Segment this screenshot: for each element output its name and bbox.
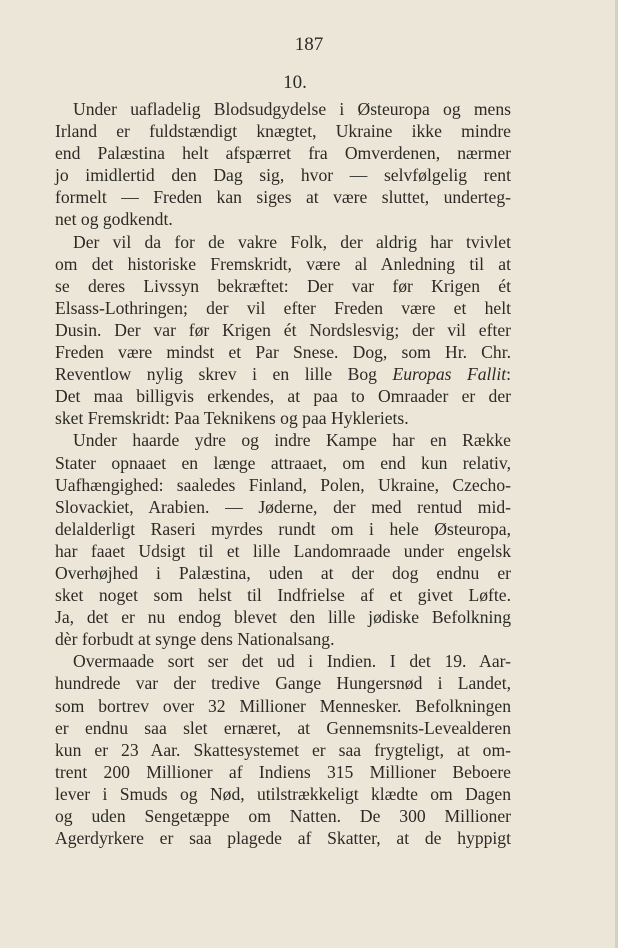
body-text [55, 98, 511, 849]
text-line: Stater opnaaet en længe attraaet, om end kun relativ, [55, 452, 511, 473]
text-line: og uden Sengetæppe om Natten. De 300 Millioner [55, 806, 511, 826]
text-line: Under uafladelig Blodsudgydelse i Østeuropa og mens [73, 99, 511, 119]
text-line: end Palæstina helt afspærret fra Omverdenen, nærmer [55, 143, 511, 164]
text-line: trent 200 Millioner af Indiens 315 Millioner Beboere [55, 761, 511, 782]
text-line: Uafhængighed: saaledes Finland, Polen, Ukraine, Czecho- [55, 474, 511, 495]
text-line: net og godkendt. [55, 209, 173, 230]
section-number: 10. [283, 72, 307, 93]
text-line: Slovackiet, Arabien. — Jøderne, der med rentud mid- [55, 496, 511, 517]
text-line: lever i Smuds og Nød, utilstrækkeligt klædte om Dagen [55, 783, 511, 804]
text-line: Overmaade sort ser det ud i Indien. I det 19. Aar- [73, 651, 511, 672]
page-number: 187 [294, 34, 324, 55]
text-line [55, 363, 511, 385]
text-line: Der vil da for de vakre Folk, der aldrig har tvivlet [73, 231, 511, 252]
text-line: som bortrev over 32 Millioner Mennesker. Befolkningen [55, 695, 511, 716]
text-line: har faaet Udsigt til et lille Landomraade under engelsk [55, 540, 511, 561]
book-title: Europas Fallit [392, 364, 507, 385]
text-line: sket Fremskridt: Paa Teknikens og paa Hykleriets. [55, 408, 409, 429]
text-line: delalderligt Raseri myrdes rundt om i hele Østeuropa, [55, 518, 511, 539]
text-line: Dusin. Der var før Krigen ét Nordslesvig; der vil efter [55, 319, 511, 340]
text-line: om det historiske Fremskridt, være al Anledning til at [55, 253, 511, 274]
text-line: sket noget som helst til Indfrielse af et givet Løfte. [55, 585, 511, 606]
text-line: kun er 23 Aar. Skattesystemet er saa frygteligt, at om- [55, 739, 511, 760]
text-line: hundrede var der tredive Gange Hungersnød i Landet, [55, 673, 511, 694]
text-line: Det maa billigvis erkendes, at paa to Omraader er der [55, 386, 511, 407]
text-line: Under haarde ydre og indre Kampe har en Række [73, 430, 511, 451]
text-line: er endnu saa slet ernæret, at Gennemsnits-Levealderen [55, 717, 511, 738]
text-line: dèr forbudt at synge dens Nationalsang. [55, 629, 335, 650]
text-line: Overhøjhed i Palæstina, uden at der dog endnu er [55, 562, 511, 583]
text-line: formelt — Freden kan siges at være sluttet, underteg- [55, 187, 511, 208]
text-line: Agerdyrkere er saa plagede af Skatter, at de hyppigt [55, 828, 511, 849]
text-line: Ja, det er nu endog blevet den lille jødiske Befolkning [55, 607, 511, 628]
text-segment: : [506, 364, 511, 385]
text-line: se deres Livssyn bekræftet: Der var før Krigen ét [55, 275, 511, 296]
text-line: Irland er fuldstændigt knægtet, Ukraine ikke mindre [55, 121, 511, 142]
text-line: Freden være mindst et Par Snese. Dog, som Hr. Chr. [55, 342, 511, 363]
text-line: Elsass-Lothringen; der vil efter Freden være et helt [55, 297, 511, 318]
text-line: jo imidlertid den Dag sig, hvor — selvfølgelig rent [55, 165, 511, 186]
text-segment: Reventlow nylig skrev i en lille Bog [55, 364, 393, 385]
